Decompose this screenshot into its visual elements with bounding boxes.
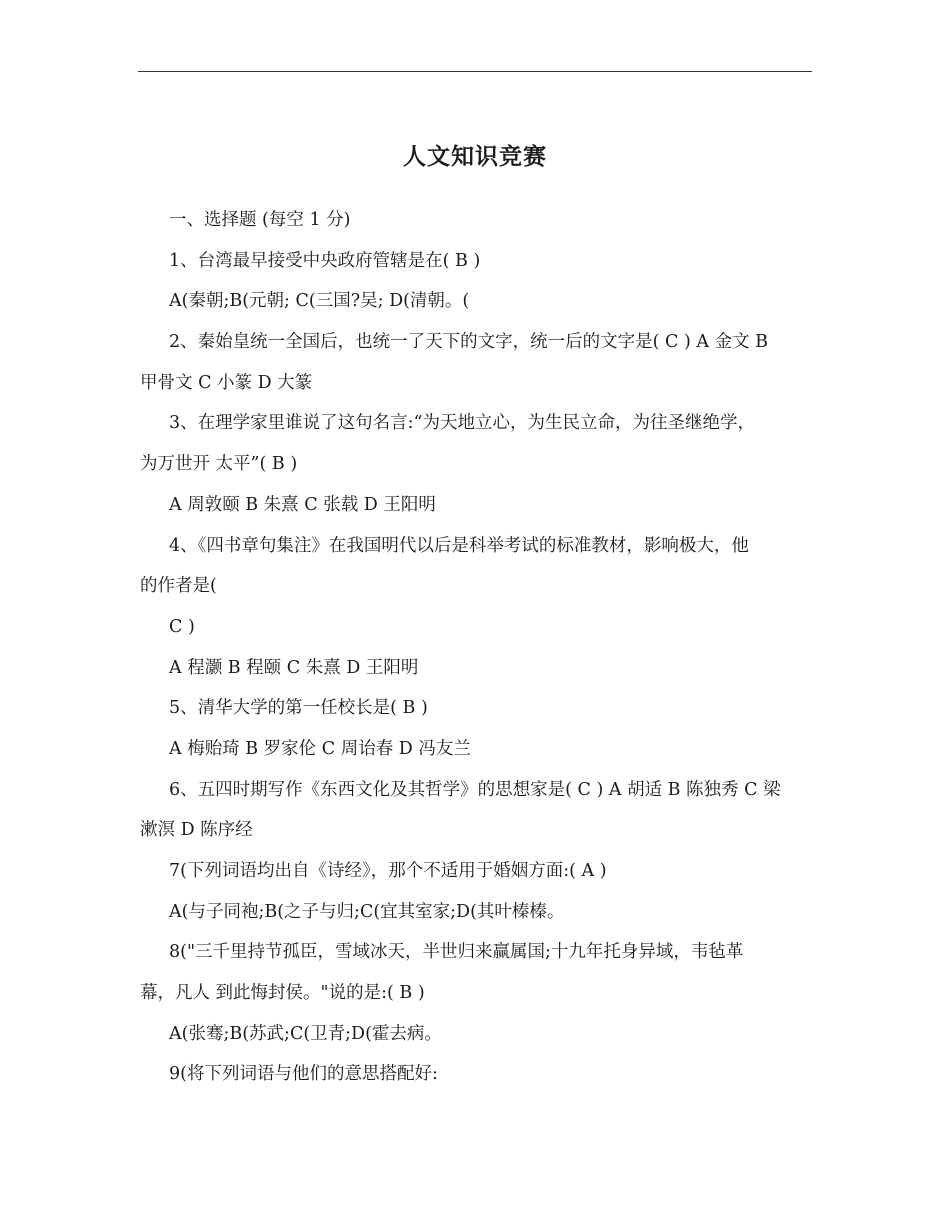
question-8-continued: 幕，凡人 到此悔封侯。"说的是:( B ) — [140, 983, 425, 1004]
question-9: 9(将下列词语与他们的意思搭配好: — [169, 1064, 438, 1085]
question-7: 7(下列词语均出自《诗经》，那个不适用于婚姻方面:( A ) — [169, 861, 607, 881]
question-3: 3、在理学家里谁说了这句名言:“为天地立心，为生民立命，为往圣继绝学， — [169, 413, 755, 434]
question-6-continued: 漱溟 D 陈序经 — [140, 820, 253, 841]
question-8: 8("三千里持节孤臣，雪域冰天，半世归来赢属国;十九年托身异域，韦毡革 — [169, 942, 744, 963]
question-2-continued: 甲骨文 C 小篆 D 大篆 — [140, 372, 313, 393]
question-1-options: A(秦朝;B(元朝; C(三国?吴; D(清朝。( — [169, 291, 470, 312]
question-4-continued: 的作者是( — [140, 576, 217, 597]
header-rule — [138, 71, 812, 72]
question-5-options: A 梅贻琦 B 罗家伦 C 周诒春 D 冯友兰 — [169, 738, 471, 759]
page-title: 人文知识竞赛 — [403, 143, 547, 170]
document-body — [140, 200, 812, 1095]
question-3-options: A 周敦颐 B 朱熹 C 张载 D 王阳明 — [169, 494, 436, 515]
question-8-options: A(张骞;B(苏武;C(卫青;D(霍去病。 — [169, 1023, 442, 1044]
question-1: 1、台湾最早接受中央政府管辖是在( B ) — [169, 250, 481, 271]
section-heading: 一、选择题 (每空 1 分) — [169, 210, 351, 230]
question-3-continued: 为万世开 太平”( B ) — [140, 454, 298, 475]
question-4-answer: C ) — [169, 616, 195, 637]
question-4: 4、《四书章句集注》在我国明代以后是科举考试的标准教材，影响极大，他 — [169, 535, 749, 556]
question-7-options: A(与子同袍;B(之子与归;C(宜其室家;D(其叶榛榛。 — [169, 901, 565, 922]
question-2: 2、秦始皇统一全国后，也统一了天下的文字，统一后的文字是( C ) A 金文 B — [169, 332, 768, 353]
question-6: 6、五四时期写作《东西文化及其哲学》的思想家是( C ) A 胡适 B 陈独秀 C 梁 — [169, 779, 781, 800]
question-4-options: A 程灏 B 程颐 C 朱熹 D 王阳明 — [169, 657, 419, 678]
question-5: 5、清华大学的第一任校长是( B ) — [169, 698, 428, 719]
